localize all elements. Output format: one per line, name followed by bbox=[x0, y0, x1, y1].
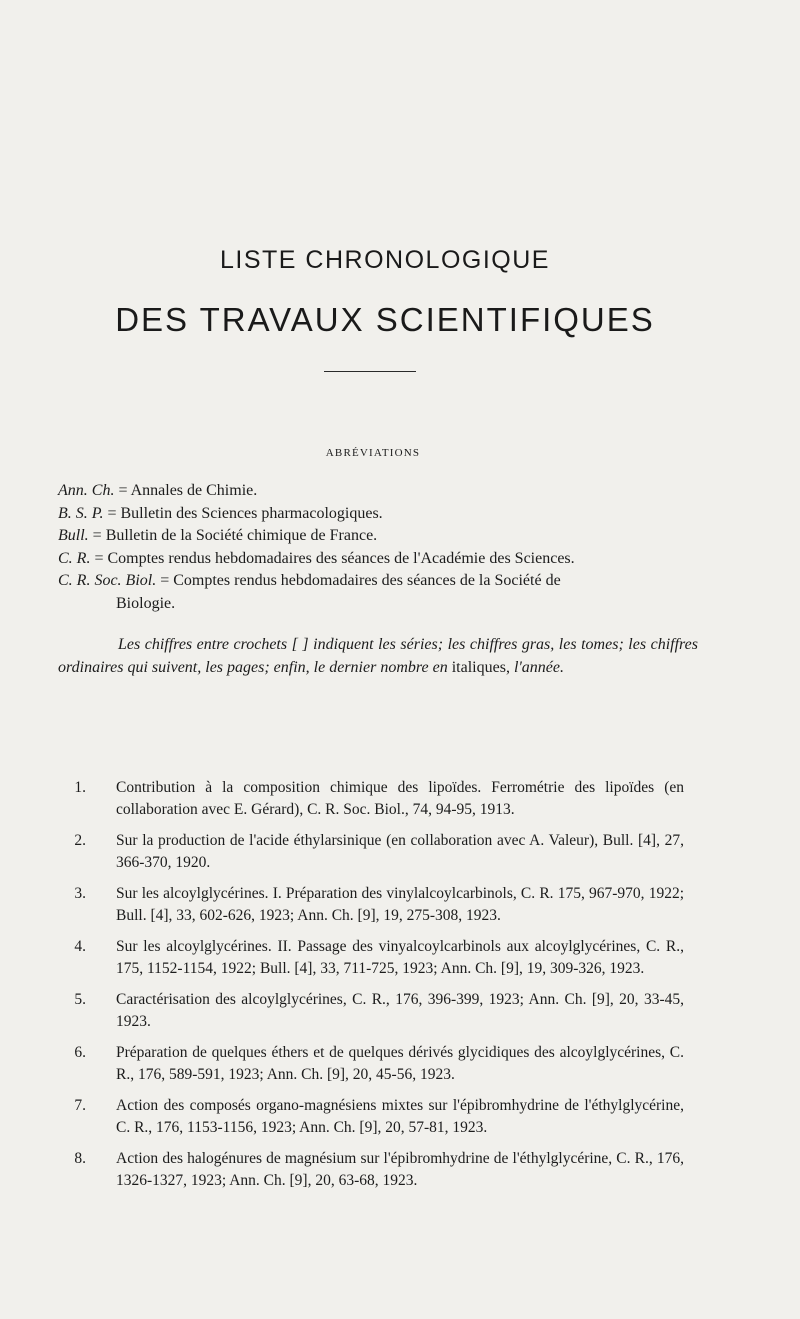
reference-number: 6. bbox=[74, 1044, 86, 1061]
reference-text: Sur les alcoylglycérines. II. Passage des vinyalcoylcarbinols aux alcoylglycérines, C. R., 175, 1152-1154, 1922; Bull. [4], 33, 711-725, 1923; Ann. Ch. [9], 19, 309-326, 1923. bbox=[116, 938, 684, 977]
title-line-1: LISTE CHRONOLOGIQUE bbox=[220, 246, 550, 274]
reference-number: 7. bbox=[74, 1097, 86, 1114]
abbreviations-list bbox=[58, 480, 698, 615]
reference-item bbox=[62, 989, 684, 1033]
references-list bbox=[62, 777, 684, 1192]
reference-text: Préparation de quelques éthers et de quelques dérivés glycidiques des alcoylglycérines, C. R., 176, 589-591, 1923; Ann. Ch. [9], 20, 45-56, 1923. bbox=[116, 1044, 684, 1083]
reference-number: 5. bbox=[74, 991, 86, 1008]
abbreviation-definition-continued: Biologie. bbox=[116, 594, 176, 612]
reference-text: Contribution à la composition chimique des lipoïdes. Ferrométrie des lipoïdes (en collaboration avec E. Gérard), C. R. Soc. Biol., 74, 94-95, 1913. bbox=[116, 779, 684, 818]
abbreviation-definition: = Annales de Chimie. bbox=[118, 482, 258, 499]
reading-note bbox=[58, 633, 698, 679]
reference-item bbox=[62, 1042, 684, 1086]
reference-text: Caractérisation des alcoylglycérines, C. R., 176, 396-399, 1923; Ann. Ch. [9], 20, 33-45, 1923. bbox=[116, 991, 684, 1030]
reference-item bbox=[62, 936, 684, 980]
abbreviation-term: Ann. Ch. bbox=[58, 482, 115, 499]
reference-text: Action des composés organo-magnésiens mixtes sur l'épibromhydrine de l'éthylglycérine, C. R., 176, 1153-1156, 1923; Ann. Ch. [9], 20, 57-81, 1923. bbox=[116, 1097, 684, 1136]
reference-number: 8. bbox=[74, 1150, 86, 1167]
abbreviation-row bbox=[58, 570, 698, 615]
abbreviation-row bbox=[58, 548, 698, 571]
abbreviation-term: B. S. P. bbox=[58, 504, 104, 522]
reference-text: Action des halogénures de magnésium sur l'épibromhydrine de l'éthylglycérine, C. R., 176, 1326-1327, 1923; Ann. Ch. [9], 20, 63-68, 1923. bbox=[116, 1150, 684, 1189]
reference-text: Sur la production de l'acide éthylarsinique (en collaboration avec A. Valeur), Bull. [4], 27, 366-370, 1920. bbox=[116, 832, 684, 871]
abbreviation-term: C. R. bbox=[58, 549, 91, 567]
abbreviation-definition: = Comptes rendus hebdomadaires des séances de l'Académie des Sciences. bbox=[94, 549, 575, 567]
abbreviation-term: Bull. bbox=[58, 527, 89, 544]
abbreviation-definition: = Bulletin de la Société chimique de France. bbox=[92, 527, 378, 544]
title-divider bbox=[324, 371, 416, 372]
reference-number: 3. bbox=[74, 885, 86, 902]
abbreviation-row bbox=[58, 525, 698, 548]
reference-number: 4. bbox=[74, 938, 86, 955]
abbreviation-row bbox=[58, 503, 698, 526]
abbreviation-term: C. R. Soc. Biol. bbox=[58, 572, 157, 589]
note-comma: , bbox=[505, 659, 514, 676]
note-text-upright: italiques bbox=[451, 659, 506, 676]
reference-item bbox=[62, 830, 684, 874]
abbreviations-heading: ABRÉVIATIONS bbox=[325, 447, 421, 459]
abbreviation-row bbox=[58, 480, 698, 503]
reference-item bbox=[62, 883, 684, 927]
reference-item bbox=[62, 1095, 684, 1139]
reference-number: 1. bbox=[74, 779, 86, 796]
reference-item bbox=[62, 1148, 684, 1192]
title-line-2: DES TRAVAUX SCIENTIFIQUES bbox=[115, 301, 655, 338]
reference-text: Sur les alcoylglycérines. I. Préparation des vinylalcoylcarbinols, C. R. 175, 967-970, 1922; Bull. [4], 33, 602-626, 1923; Ann. Ch. [9], 19, 275-308, 1923. bbox=[116, 885, 684, 924]
note-text-end: l'année. bbox=[513, 659, 565, 676]
reference-number: 2. bbox=[74, 832, 86, 849]
abbreviation-definition: = Comptes rendus hebdomadaires des séances de la Société de bbox=[160, 572, 561, 589]
reference-item bbox=[62, 777, 684, 821]
note-text: Les chiffres entre crochets [ ] indiquent les séries; les chiffres gras, les tomes; les chiffres ordinaires qui suivent, les pages; enfin, le dernier nombre en bbox=[58, 636, 698, 676]
abbreviation-definition: = Bulletin des Sciences pharmacologiques. bbox=[107, 504, 383, 522]
